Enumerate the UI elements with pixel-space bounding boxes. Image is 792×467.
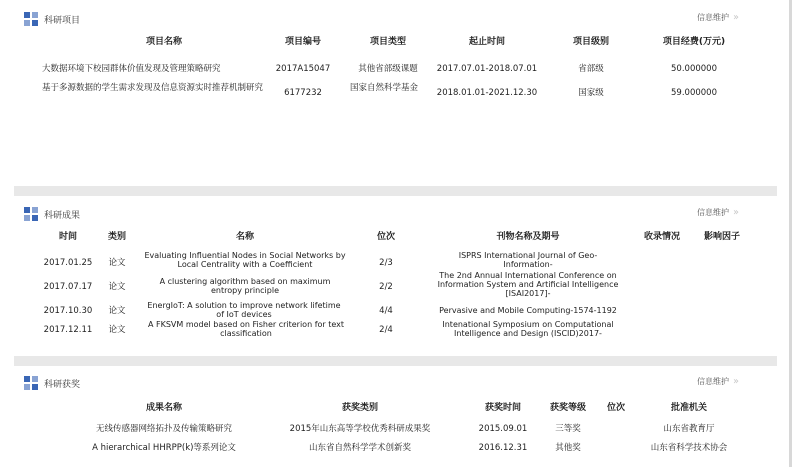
col-header-impact: 影响因子 [703,232,740,242]
col-header-indexed: 收录情况 [643,232,680,242]
achievement-journal: The 2nd Annual International Conference on Information System and Artificial Intelligence [ISAI2017]- [437,271,619,298]
col-header-award-name: 成果名称 [145,403,182,413]
col-header-journal: 刊物名称及期号 [496,232,560,242]
project-funding: 59.000000 [671,88,717,98]
achievement-date: 2017.07.17 [43,282,93,292]
achievement-title: A FKSVM model based on Fisher criterion for text classification [147,320,345,338]
double-chevron-right-icon: ›› [733,12,737,23]
achievement-category: 论文 [108,282,126,292]
project-funding: 50.000000 [671,64,717,74]
col-header-level: 项目级别 [572,37,609,47]
project-period: 2017.07.01-2018.07.01 [436,64,538,74]
projects-section [14,12,777,182]
maintain-label: 信息维护 [697,208,729,217]
col-header-category: 类别 [107,232,126,242]
grid-icon [24,207,38,221]
achievement-date: 2017.12.11 [43,325,93,335]
grid-icon [24,12,38,26]
project-type: 国家自然科学基金 [349,83,418,93]
award-category: 山东省自然科学学术创新奖 [308,443,411,453]
col-header-title: 名称 [235,232,254,242]
grid-icon [24,376,38,390]
col-header-funding: 项目经费(万元) [662,37,726,47]
col-header-award-rank: 位次 [606,403,625,413]
achievement-title: EnergIoT: A solution to improve network lifetime of IoT devices [147,301,341,319]
achievement-journal: Intenational Symposium on Computational Intelligence and Design (ISCID)2017- [442,320,614,338]
achievement-journal: Pervasive and Mobile Computing-1574-1192 [439,306,617,315]
achievement-date: 2017.10.30 [43,306,93,316]
col-header-type: 项目类型 [369,37,406,47]
projects-title: 科研项目 [44,15,81,26]
col-header-award-authority: 批准机关 [670,403,707,413]
award-grade: 其他奖 [555,443,581,453]
awards-title: 科研获奖 [44,379,81,390]
awards-maintain-link[interactable] [697,376,737,387]
project-name: 基于多源数据的学生需求发现及信息资源实时推荐机制研究 [42,83,264,93]
col-header-period: 起止时间 [468,37,505,47]
maintain-label: 信息维护 [697,13,729,22]
achievement-category: 论文 [108,258,126,268]
maintain-label: 信息维护 [697,377,729,386]
double-chevron-right-icon: ›› [733,376,737,387]
achievement-date: 2017.01.25 [43,258,93,268]
award-authority: 山东省科学技术协会 [650,443,728,453]
achievement-rank: 2/4 [379,325,393,335]
awards-header [24,376,80,390]
project-code: 6177232 [284,88,322,98]
achievement-rank: 2/3 [379,258,393,268]
section-divider [14,356,777,366]
project-period: 2018.01.01-2021.12.30 [436,88,538,98]
award-grade: 三等奖 [555,424,581,434]
double-chevron-right-icon: ›› [733,207,737,218]
col-header-code: 项目编号 [284,37,321,47]
col-header-award-date: 获奖时间 [484,403,521,413]
achievement-rank: 4/4 [379,306,393,316]
projects-header [24,12,80,26]
achievement-title: Evaluating Influential Nodes in Social Networks by Local Centrality with a Coefficient [144,251,346,269]
col-header-date: 时间 [58,232,77,242]
project-name: 大数据环境下校园群体价值发现及管理策略研究 [42,64,221,74]
award-authority: 山东省教育厅 [663,424,715,434]
col-header-award-grade: 获奖等级 [549,403,586,413]
award-category: 2015年山东高等学校优秀科研成果奖 [289,424,431,434]
achievements-title: 科研成果 [44,210,81,221]
achievements-header [24,207,80,221]
achievement-category: 论文 [108,306,126,316]
award-name: 无线传感器网络拓扑及传输策略研究 [95,424,232,434]
project-code: 2017A15047 [275,64,331,74]
col-header-rank: 位次 [376,232,395,242]
achievements-section [14,207,777,347]
achievement-title: A clustering algorithm based on maximum entropy principle [159,277,331,295]
awards-section [14,376,777,466]
project-type: 其他省部级课题 [358,64,418,74]
col-header-award-category: 获奖类别 [341,403,378,413]
project-level: 国家级 [578,88,604,98]
projects-maintain-link[interactable] [697,12,737,23]
project-level: 省部级 [578,64,604,74]
col-header-name: 项目名称 [145,37,182,47]
award-date: 2015.09.01 [478,424,528,434]
section-divider [14,186,777,196]
award-date: 2016.12.31 [478,443,528,453]
achievement-journal: ISPRS International Journal of Geo-Information- [458,251,598,269]
achievements-maintain-link[interactable] [697,207,737,218]
award-name: A hierarchical HHRPP(k)等系列论文 [92,443,236,453]
achievement-category: 论文 [108,325,126,335]
achievement-rank: 2/2 [379,282,393,292]
